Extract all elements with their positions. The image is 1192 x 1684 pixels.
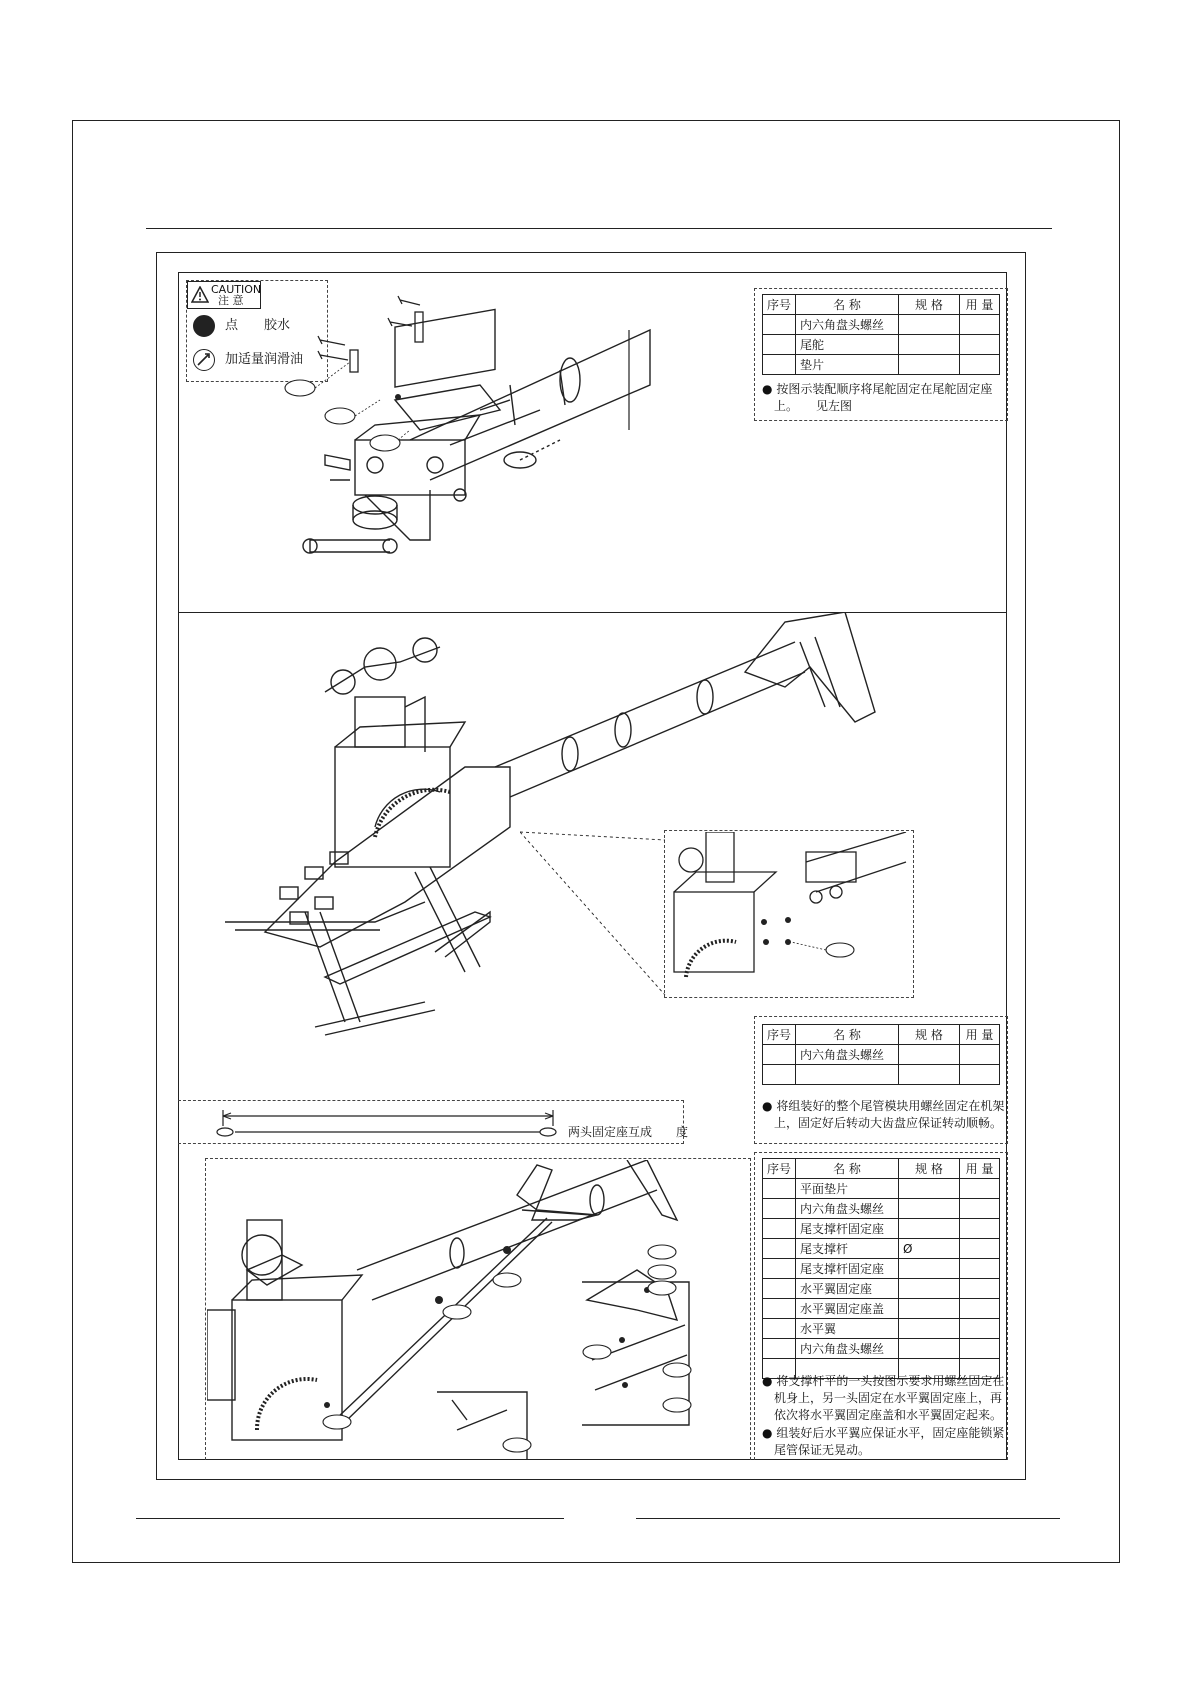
footer-rule-left xyxy=(136,1518,564,1519)
horizontal-stabilizer-illustration xyxy=(207,1160,747,1460)
col-name: 名 称 xyxy=(796,1025,899,1045)
table-row xyxy=(763,335,1000,355)
glue-label: 点 胶水 xyxy=(225,318,291,333)
part-name: 内六角盘头螺丝 xyxy=(796,1045,899,1065)
zoom-detail-illustration xyxy=(666,832,912,996)
section3-parts-table xyxy=(762,1158,1000,1379)
part-spec xyxy=(899,1179,960,1199)
note-line: 依次将水平翼固定座盖和水平翼固定起来。 xyxy=(774,1408,1003,1422)
bullet-icon: ● xyxy=(762,1099,773,1113)
table-row xyxy=(763,1299,1000,1319)
col-spec: 规 格 xyxy=(899,295,960,315)
col-no: 序号 xyxy=(763,1159,796,1179)
col-qty: 用 量 xyxy=(960,1159,1000,1179)
col-spec: 规 格 xyxy=(899,1025,960,1045)
part-spec xyxy=(899,1219,960,1239)
section2-note xyxy=(762,1098,1004,1132)
part-name xyxy=(796,1065,899,1085)
table-row xyxy=(763,1065,1000,1085)
table-row xyxy=(763,1179,1000,1199)
table-row xyxy=(763,1279,1000,1299)
col-spec: 规 格 xyxy=(899,1159,960,1179)
table-header-row xyxy=(763,295,1000,315)
table-row xyxy=(763,1045,1000,1065)
part-spec xyxy=(899,1319,960,1339)
note-line: 组装好后水平翼应保证水平，固定座能锁紧 xyxy=(776,1426,1005,1440)
part-name: 垫片 xyxy=(796,355,899,375)
part-spec xyxy=(899,1279,960,1299)
part-spec xyxy=(899,1259,960,1279)
section3-note-1 xyxy=(762,1373,1004,1424)
section3-note-2 xyxy=(762,1425,1004,1459)
header-rule xyxy=(146,228,1052,229)
part-name: 水平翼 xyxy=(796,1319,899,1339)
part-name: 水平翼固定座盖 xyxy=(796,1299,899,1319)
col-name: 名 称 xyxy=(796,1159,899,1179)
section2-parts-table xyxy=(762,1024,1000,1085)
part-name: 平面垫片 xyxy=(796,1179,899,1199)
table-row xyxy=(763,1239,1000,1259)
table-row xyxy=(763,355,1000,375)
zoom-leader-lines xyxy=(520,820,670,1000)
section1-note xyxy=(762,381,992,415)
bullet-icon: ● xyxy=(762,1426,773,1440)
part-spec xyxy=(899,1339,960,1359)
part-name: 内六角盘头螺丝 xyxy=(796,1339,899,1359)
grease-label: 加适量润滑油 xyxy=(225,352,304,367)
note-line: 尾管保证无晃动。 xyxy=(774,1443,871,1457)
tail-servo-assembly-illustration xyxy=(180,290,680,610)
note-line: 上，固定好后转动大齿盘应保证转动顺畅。 xyxy=(774,1116,1003,1130)
table-header-row xyxy=(763,1159,1000,1179)
part-name: 尾支撑杆固定座 xyxy=(796,1259,899,1279)
part-spec xyxy=(899,1199,960,1219)
note-line: 机身上，另一头固定在水平翼固定座上，再 xyxy=(774,1391,1003,1405)
note-line: 按图示装配顺序将尾舵固定在尾舵固定座 xyxy=(776,382,993,396)
support-rod-illustration xyxy=(215,1108,565,1140)
part-name: 水平翼固定座 xyxy=(796,1279,899,1299)
caution-title-zh: 注 意 xyxy=(218,294,244,307)
col-qty: 用 量 xyxy=(960,1025,1000,1045)
note-line: 上。 见左图 xyxy=(774,399,853,413)
bullet-icon: ● xyxy=(762,382,773,396)
part-name: 尾支撑杆 xyxy=(796,1239,899,1259)
part-name: 内六角盘头螺丝 xyxy=(796,1199,899,1219)
table-row xyxy=(763,1199,1000,1219)
table-header-row xyxy=(763,1025,1000,1045)
caution-title-en: CAUTION xyxy=(211,283,262,296)
rod-caption: 两头固定座互成 度 xyxy=(568,1125,689,1139)
note-line: 将支撑杆平的一头按图示要求用螺丝固定在 xyxy=(776,1374,1005,1388)
col-no: 序号 xyxy=(763,295,796,315)
note-line: 将组装好的整个尾管模块用螺丝固定在机架 xyxy=(776,1099,1005,1113)
col-name: 名 称 xyxy=(796,295,899,315)
part-spec xyxy=(899,1299,960,1319)
bullet-icon: ● xyxy=(762,1374,773,1388)
part-spec: Ø xyxy=(899,1239,960,1259)
table-row xyxy=(763,315,1000,335)
table-row xyxy=(763,1319,1000,1339)
part-name: 内六角盘头螺丝 xyxy=(796,315,899,335)
footer-rule-right xyxy=(636,1518,1060,1519)
section1-parts-table xyxy=(762,294,1000,375)
table-row xyxy=(763,1259,1000,1279)
col-no: 序号 xyxy=(763,1025,796,1045)
part-name: 尾舵 xyxy=(796,335,899,355)
table-row xyxy=(763,1339,1000,1359)
part-name: 尾支撑杆固定座 xyxy=(796,1219,899,1239)
table-row xyxy=(763,1219,1000,1239)
col-qty: 用 量 xyxy=(960,295,1000,315)
